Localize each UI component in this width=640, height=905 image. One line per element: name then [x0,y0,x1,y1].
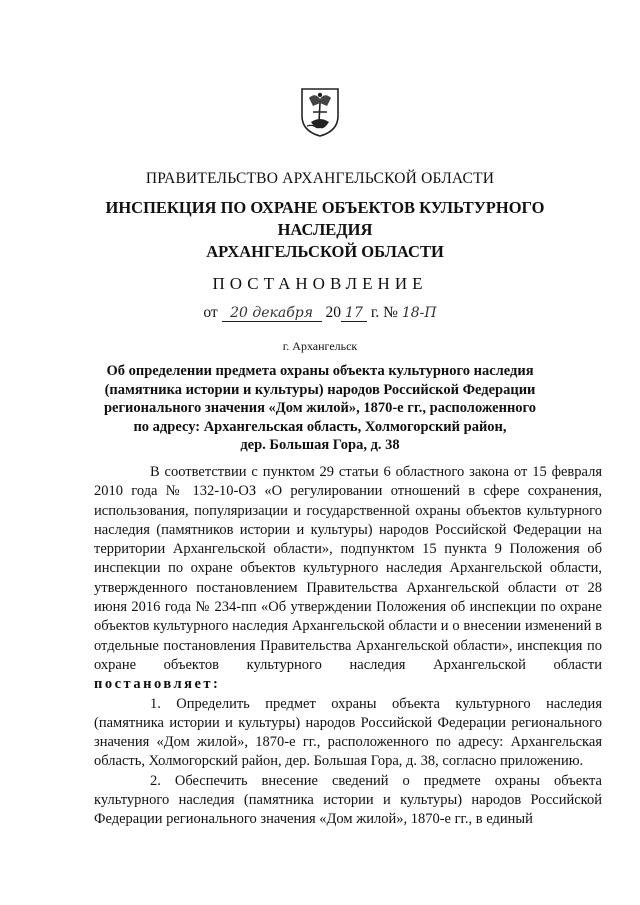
coat-of-arms-icon [299,86,341,138]
document-subject [90,362,550,455]
handwritten-date: 20 декабря [222,306,322,322]
inspection-name [60,197,590,263]
date-line [0,304,640,322]
subject-line: дер. Большая Гора, д. 38 [240,437,400,453]
inspection-name-line2: АРХАНГЕЛЬСКОЙ ОБЛАСТИ [206,242,444,261]
document-body [94,463,602,830]
handwritten-number: 18-П [401,305,437,321]
year-prefix: 20 [325,304,341,321]
decrees-word: постановляет: [94,676,221,693]
number-prefix: г. № [370,304,398,321]
preamble-paragraph [94,463,602,695]
decree-item-2: 2. Обеспечить внесение сведений о предмете охраны объекта культурного наследия (памятника истории и культуры) народов Российской Федерации регионального значения «Дом жилой», 1870-е гг., в единый [94,772,602,828]
subject-line: регионального значения «Дом жилой», 1870-е гг., расположенного [103,400,537,416]
decree-item-1: 1. Определить предмет охраны объекта культурного наследия (памятника истории и культуры) народов Российской Федерации регионального значения «Дом жилой», 1870-е гг., расположенного по адресу: Архангельская область, Холмогорский район, дер. Большая Гора, д. 38, согласно приложению. [94,695,602,770]
date-prefix: от [203,304,218,321]
preamble-text: В соответствии с пунктом 29 статьи 6 областного закона от 15 февраля 2010 года № 132-10-ОЗ «О регулировании отношений в сфере сохранения, использования, популяризации и государственной охраны объектов культурного наследия (памятников истории и культуры) народов Российской Федерации на территории Архангельской области», подпунктом 15 пункта 9 Положения об инспекции по охране объектов культурного наследия Архангельской области, утвержденного постановлением Правительства Архангельской области от 28 июня 2016 года № 234-пп «Об утверждении Положения об инспекции по охране объектов культурного наследия Архангельской области и о внесении изменений в отдельные постановления Правительства Архангельской области», инспекция по охране объектов культурного наследия Архангельской области [94,464,602,673]
subject-line: (памятника истории и культуры) народов Российской Федерации [104,381,536,398]
subject-line: Об определении предмета охраны объекта культурного наследия [106,363,534,379]
government-name: ПРАВИТЕЛЬСТВО АРХАНГЕЛЬСКОЙ ОБЛАСТИ [145,170,495,187]
subject-line: по адресу: Архангельская область, Холмогорский район, [133,418,507,435]
city: г. Архангельск [282,339,358,353]
document-type: ПОСТАНОВЛЕНИЕ [212,274,428,293]
inspection-name-line1: ИНСПЕКЦИЯ ПО ОХРАНЕ ОБЪЕКТОВ КУЛЬТУРНОГО НАСЛЕДИЯ [105,198,545,239]
handwritten-year: 17 [341,306,367,322]
